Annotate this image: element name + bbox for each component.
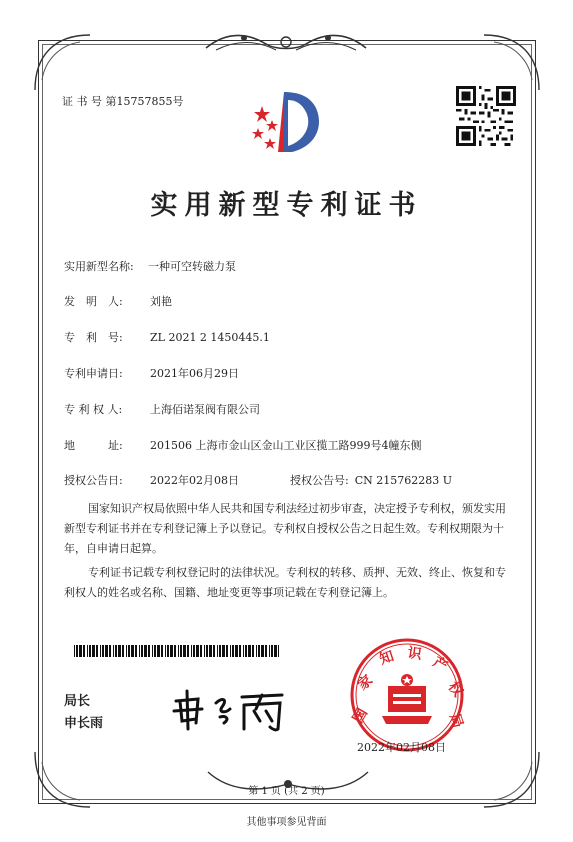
certificate-number: 证 书 号 第15757855号	[62, 95, 184, 108]
field-value: 刘艳	[150, 295, 172, 308]
field-label: 地 址:	[64, 439, 123, 452]
field-value: 一种可空转磁力泵	[148, 260, 236, 273]
field-application-date	[64, 365, 239, 381]
field-label: 授权公告日:	[64, 474, 123, 487]
field-value: ZL 2021 2 1450445.1	[150, 331, 270, 344]
field-label: 实用新型名称:	[64, 260, 134, 273]
svg-text:产: 产	[429, 654, 451, 675]
cnipa-logo-icon	[244, 86, 330, 158]
signatory-title: 局长	[64, 694, 91, 709]
svg-text:权: 权	[444, 679, 466, 700]
official-seal-icon	[348, 636, 466, 754]
svg-text:识: 识	[406, 645, 423, 663]
svg-text:局: 局	[446, 711, 466, 730]
field-value: 2021年06月29日	[150, 367, 239, 380]
field-value: 上海佰诺泵阀有限公司	[150, 403, 260, 416]
field-grant-number	[290, 472, 452, 488]
field-inventor	[64, 293, 172, 309]
field-address	[64, 437, 421, 453]
body-paragraph: 国家知识产权局依照中华人民共和国专利法经过初步审查，决定授予专利权，颁发实用新型专利证书并在专利登记簿上予以登记。专利权自授权公告之日起生效。专利权期限为十年，自申请日起算。	[64, 502, 506, 555]
field-label: 发 明 人:	[64, 295, 123, 308]
field-value: 2022年02月08日	[150, 474, 239, 487]
barcode-icon	[74, 645, 279, 657]
corner-ornament-icon	[30, 30, 100, 100]
top-ornament-icon	[196, 30, 376, 58]
page-title: 实用新型专利证书	[150, 190, 423, 221]
field-label: 专利申请日:	[64, 367, 123, 380]
field-label: 专 利 权 人:	[64, 403, 123, 416]
qr-code-icon	[456, 86, 516, 146]
field-value: CN 215762283 U	[354, 474, 453, 487]
signatory-name: 申长雨	[64, 716, 104, 731]
field-value: 201506 上海市金山区金山工业区揽工路999号4幢东侧	[150, 439, 422, 452]
field-patent-number	[64, 329, 270, 345]
field-label: 专 利 号:	[64, 331, 123, 344]
svg-text:家: 家	[354, 672, 376, 694]
handwritten-signature-icon	[170, 683, 290, 733]
body-paragraph: 专利证书记载专利权登记时的法律状况。专利权的转移、质押、无效、终止、恢复和专利权人的姓名或名称、国籍、地址变更等事项记载在专利登记簿上。	[64, 566, 506, 599]
corner-ornament-icon	[30, 742, 100, 812]
seal-date: 2022年02月08日	[357, 741, 446, 754]
field-utility-model-name	[64, 258, 236, 274]
footer-note: 其他事项参见背面	[246, 817, 327, 828]
field-grant-date	[64, 472, 239, 488]
page-number: 第 1 页 (共 2 页)	[248, 786, 325, 797]
field-patentee	[64, 401, 260, 417]
corner-ornament-icon	[474, 742, 544, 812]
svg-text:知: 知	[377, 648, 396, 668]
field-label: 授权公告号:	[290, 474, 349, 487]
svg-text:国: 国	[350, 705, 371, 727]
